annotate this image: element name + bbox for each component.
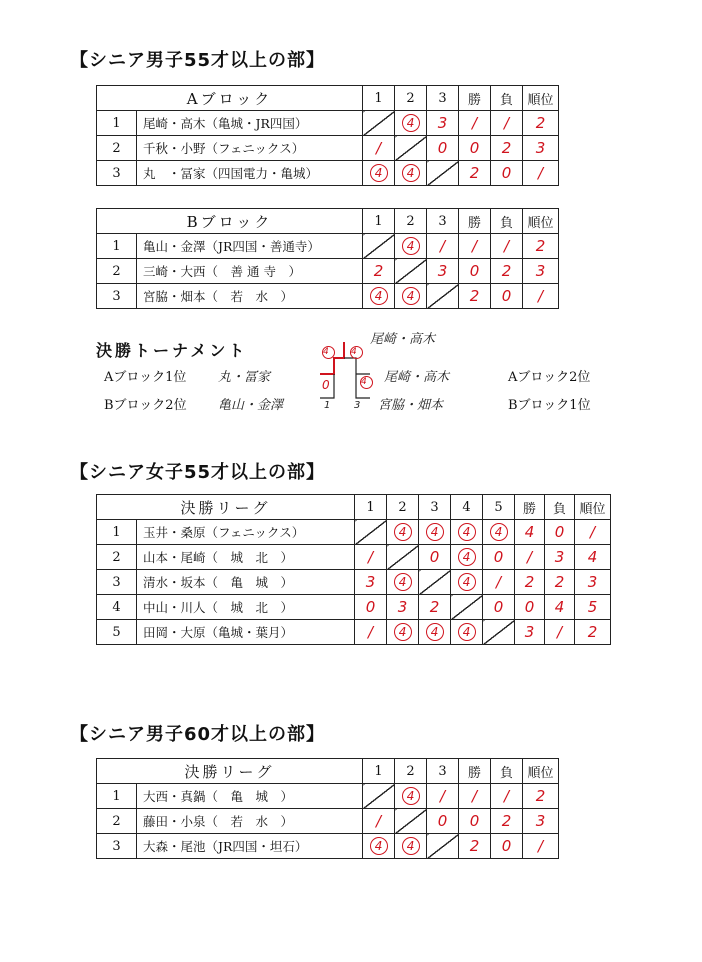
league-title: 決勝リーグ [97,495,355,520]
pair-name: 山本・尾崎（ 城 北 ） [137,545,355,570]
table-row [97,620,611,645]
win-cell [459,161,491,186]
handwritten-rank: 2 [535,114,546,132]
women55-league-table [96,494,611,645]
handwritten-score: 0 [365,598,376,616]
rank-cell [575,570,611,595]
self-match-cell [427,284,459,309]
col-3-header: 3 [419,495,451,520]
table-row [97,284,559,309]
block-a-title: Aブロック [97,86,363,111]
table-row [97,545,611,570]
handwritten-score: 4 [426,623,444,641]
table-row [97,595,611,620]
handwritten-score: / [495,573,502,591]
pair-name: 田岡・大原（亀城・葉月） [137,620,355,645]
lose-cell [545,545,575,570]
handwritten-losses: 2 [501,139,512,157]
rank-cell [523,111,559,136]
block-b-title: Bブロック [97,209,363,234]
handwritten-wins: / [471,114,478,132]
col-win-header: 勝 [515,495,545,520]
handwritten-wins: 3 [524,623,535,641]
pair-name: 玉井・桑原（フェニックス） [137,520,355,545]
pair-name: 大森・尾池（JR四国・坦石） [137,834,363,859]
handwritten-score: 0 [493,598,504,616]
win-cell [459,111,491,136]
handwritten-score: 2 [429,598,440,616]
pair-name: 藤田・小泉（ 若 水 ） [137,809,363,834]
self-match-cell [395,809,427,834]
b-block-2nd-label: Bブロック2位 [104,398,187,413]
col-3-header: 3 [427,759,459,784]
handwritten-score: 4 [370,287,388,305]
handwritten-score: 4 [402,114,420,132]
handwritten-score: / [367,548,374,566]
handwritten-rank: 3 [587,573,598,591]
handwritten-losses: 0 [554,523,565,541]
section-title-women55: 【シニア女子55才以上の部】 [70,462,326,483]
handwritten-score: 4 [402,237,420,255]
lose-cell [491,834,523,859]
handwritten-score: 4 [394,523,412,541]
pair-name: 宮脇・畑本（ 若 水 ） [137,284,363,309]
win-cell [515,545,545,570]
col-win-header: 勝 [459,759,491,784]
result-cell [395,834,427,859]
handwritten-wins: / [526,548,533,566]
win-cell [515,520,545,545]
result-cell [451,520,483,545]
handwritten-score: 4 [370,164,388,182]
block-b-table [96,208,559,309]
handwritten-rank: 4 [587,548,598,566]
b-block-1st-name: 宮脇・畑本 [378,398,444,413]
result-cell [483,545,515,570]
result-cell [395,784,427,809]
col-lose-header: 負 [491,759,523,784]
self-match-cell [363,111,395,136]
win-cell [515,595,545,620]
row-number: 1 [97,520,137,545]
lose-cell [491,161,523,186]
col-4-header: 4 [451,495,483,520]
result-cell [451,620,483,645]
row-number: 2 [97,136,137,161]
result-cell [363,136,395,161]
table-row [97,234,559,259]
row-number: 1 [97,111,137,136]
rank-cell [575,620,611,645]
col-lose-header: 負 [491,86,523,111]
row-number: 5 [97,620,137,645]
bracket-score-right-1: 4 [360,376,373,389]
handwritten-score: 0 [429,548,440,566]
rank-cell [575,545,611,570]
handwritten-rank: / [537,287,544,305]
self-match-cell [395,136,427,161]
handwritten-score: 3 [365,573,376,591]
row-number: 2 [97,809,137,834]
handwritten-wins: 2 [469,837,480,855]
result-cell [483,570,515,595]
col-lose-header: 負 [491,209,523,234]
bracket-score-top-right: 4 [350,346,363,359]
table-header-row [97,759,559,784]
handwritten-wins: 0 [469,139,480,157]
result-cell [451,570,483,595]
col-1-header: 1 [355,495,387,520]
b-block-1st-label: Bブロック1位 [508,398,591,413]
a-block-1st-name: 丸・冨家 [218,370,271,385]
lose-cell [545,620,575,645]
handwritten-rank: 2 [587,623,598,641]
handwritten-rank: / [589,523,596,541]
lose-cell [491,259,523,284]
col-rank-header: 順位 [523,759,559,784]
self-match-cell [363,234,395,259]
handwritten-score: 4 [370,837,388,855]
row-number: 3 [97,570,137,595]
result-cell [419,520,451,545]
rank-cell [575,595,611,620]
result-cell [355,620,387,645]
handwritten-score: 4 [394,573,412,591]
handwritten-losses: 2 [501,262,512,280]
handwritten-score: 4 [402,287,420,305]
result-cell [427,259,459,284]
rank-cell [523,784,559,809]
lose-cell [491,809,523,834]
section-title-men55: 【シニア男子55才以上の部】 [70,50,326,71]
self-match-cell [427,161,459,186]
section-title-men60: 【シニア男子60才以上の部】 [70,724,326,745]
result-cell [355,595,387,620]
league-title: 決勝リーグ [97,759,363,784]
self-match-cell [395,259,427,284]
handwritten-score: 3 [397,598,408,616]
self-match-cell [419,570,451,595]
win-cell [515,570,545,595]
win-cell [515,620,545,645]
result-cell [363,259,395,284]
table-row [97,259,559,284]
handwritten-wins: 0 [469,262,480,280]
self-match-cell [483,620,515,645]
handwritten-rank: 3 [535,812,546,830]
result-cell [363,809,395,834]
lose-cell [491,284,523,309]
col-rank-header: 順位 [523,86,559,111]
rank-cell [575,520,611,545]
table-row [97,111,559,136]
table-row [97,809,559,834]
col-rank-header: 順位 [523,209,559,234]
handwritten-score: 4 [490,523,508,541]
result-cell [419,620,451,645]
result-cell [363,284,395,309]
bracket-lines [300,338,386,414]
result-cell [395,111,427,136]
row-number: 4 [97,595,137,620]
lose-cell [545,570,575,595]
rank-cell [523,284,559,309]
handwritten-losses: 0 [501,164,512,182]
col-1-header: 1 [363,209,395,234]
handwritten-wins: 4 [524,523,535,541]
table-header-row [97,86,559,111]
handwritten-wins: 0 [524,598,535,616]
pair-name: 尾崎・高木（亀城・JR四国） [137,111,363,136]
handwritten-score: 4 [426,523,444,541]
handwritten-score: 3 [437,262,448,280]
result-cell [451,545,483,570]
result-cell [387,570,419,595]
handwritten-rank: 2 [535,237,546,255]
handwritten-wins: / [471,237,478,255]
col-lose-header: 負 [545,495,575,520]
result-cell [419,595,451,620]
pair-name: 三崎・大西（ 善 通 寺 ） [137,259,363,284]
win-cell [459,809,491,834]
rank-cell [523,809,559,834]
bracket-score-left-2: 1 [324,400,331,411]
handwritten-rank: / [537,837,544,855]
handwritten-rank: 2 [535,787,546,805]
handwritten-losses: 2 [501,812,512,830]
row-number: 2 [97,545,137,570]
handwritten-score: 4 [458,523,476,541]
handwritten-losses: 0 [501,837,512,855]
row-number: 2 [97,259,137,284]
row-number: 1 [97,234,137,259]
handwritten-score: 4 [458,623,476,641]
handwritten-score: 4 [458,548,476,566]
handwritten-score: 2 [373,262,384,280]
self-match-cell [451,595,483,620]
lose-cell [491,234,523,259]
self-match-cell [355,520,387,545]
rank-cell [523,834,559,859]
col-2-header: 2 [387,495,419,520]
handwritten-rank: 3 [535,262,546,280]
row-number: 3 [97,161,137,186]
result-cell [427,111,459,136]
a-block-2nd-label: Aブロック2位 [508,370,591,385]
bracket-score-right-2: 3 [354,400,361,411]
handwritten-score: 4 [458,573,476,591]
pair-name: 大西・真鍋（ 亀 城 ） [137,784,363,809]
a-block-2nd-name: 尾崎・高木 [384,370,450,385]
self-match-cell [427,834,459,859]
table-row [97,834,559,859]
b-block-2nd-name: 亀山・金澤 [218,398,284,413]
col-2-header: 2 [395,86,427,111]
handwritten-rank: / [537,164,544,182]
row-number: 1 [97,784,137,809]
col-3-header: 3 [427,209,459,234]
handwritten-score: / [375,139,382,157]
win-cell [459,784,491,809]
lose-cell [545,595,575,620]
handwritten-losses: 0 [501,287,512,305]
table-row [97,520,611,545]
result-cell [363,161,395,186]
result-cell [427,784,459,809]
col-2-header: 2 [395,209,427,234]
lose-cell [545,520,575,545]
pair-name: 清水・坂本（ 亀 城 ） [137,570,355,595]
row-number: 3 [97,284,137,309]
handwritten-wins: 2 [469,287,480,305]
win-cell [459,136,491,161]
self-match-cell [387,545,419,570]
lose-cell [491,136,523,161]
handwritten-score: / [367,623,374,641]
handwritten-wins: 2 [469,164,480,182]
table-row [97,136,559,161]
result-cell [427,234,459,259]
handwritten-losses: 4 [554,598,565,616]
result-cell [395,284,427,309]
pair-name: 千秋・小野（フェニックス） [137,136,363,161]
result-cell [395,234,427,259]
a-block-1st-label: Aブロック1位 [104,370,187,385]
table-row [97,784,559,809]
handwritten-wins: / [471,787,478,805]
self-match-cell [363,784,395,809]
rank-cell [523,136,559,161]
handwritten-losses: / [503,787,510,805]
win-cell [459,834,491,859]
result-cell [483,595,515,620]
result-cell [395,161,427,186]
win-cell [459,284,491,309]
table-header-row [97,209,559,234]
handwritten-wins: 2 [524,573,535,591]
lose-cell [491,784,523,809]
handwritten-score: 4 [402,164,420,182]
col-win-header: 勝 [459,86,491,111]
table-row [97,161,559,186]
rank-cell [523,161,559,186]
handwritten-wins: 0 [469,812,480,830]
handwritten-rank: 3 [535,139,546,157]
men60-league-table [96,758,559,859]
handwritten-rank: 5 [587,598,598,616]
result-cell [355,570,387,595]
handwritten-losses: 2 [554,573,565,591]
col-2-header: 2 [395,759,427,784]
col-1-header: 1 [363,759,395,784]
result-cell [427,136,459,161]
result-cell [427,809,459,834]
result-cell [355,545,387,570]
win-cell [459,234,491,259]
result-cell [387,520,419,545]
handwritten-score: / [439,237,446,255]
handwritten-losses: / [503,114,510,132]
handwritten-score: 4 [402,837,420,855]
table-row [97,570,611,595]
handwritten-score: 3 [437,114,448,132]
col-5-header: 5 [483,495,515,520]
rank-cell [523,234,559,259]
pair-name: 中山・川人（ 城 北 ） [137,595,355,620]
win-cell [459,259,491,284]
col-rank-header: 順位 [575,495,611,520]
col-3-header: 3 [427,86,459,111]
table-header-row [97,495,611,520]
col-1-header: 1 [363,86,395,111]
block-a-table [96,85,559,186]
lose-cell [491,111,523,136]
handwritten-score: 4 [394,623,412,641]
bracket-score-left-1: 0 [322,378,330,392]
pair-name: 亀山・金澤（JR四国・善通寺） [137,234,363,259]
handwritten-losses: 3 [554,548,565,566]
handwritten-losses: / [503,237,510,255]
bracket-score-top-left: 4 [322,346,335,359]
result-cell [387,620,419,645]
handwritten-losses: / [556,623,563,641]
handwritten-score: 0 [437,812,448,830]
handwritten-score: 4 [402,787,420,805]
result-cell [363,834,395,859]
col-win-header: 勝 [459,209,491,234]
pair-name: 丸 ・冨家（四国電力・亀城） [137,161,363,186]
rank-cell [523,259,559,284]
handwritten-score: / [375,812,382,830]
handwritten-score: 0 [437,139,448,157]
handwritten-score: / [439,787,446,805]
tournament-title: 決勝トーナメント [96,341,248,360]
result-cell [387,595,419,620]
row-number: 3 [97,834,137,859]
tournament-winner: 尾崎・高木 [370,332,436,347]
handwritten-score: 0 [493,548,504,566]
result-cell [483,520,515,545]
result-cell [419,545,451,570]
